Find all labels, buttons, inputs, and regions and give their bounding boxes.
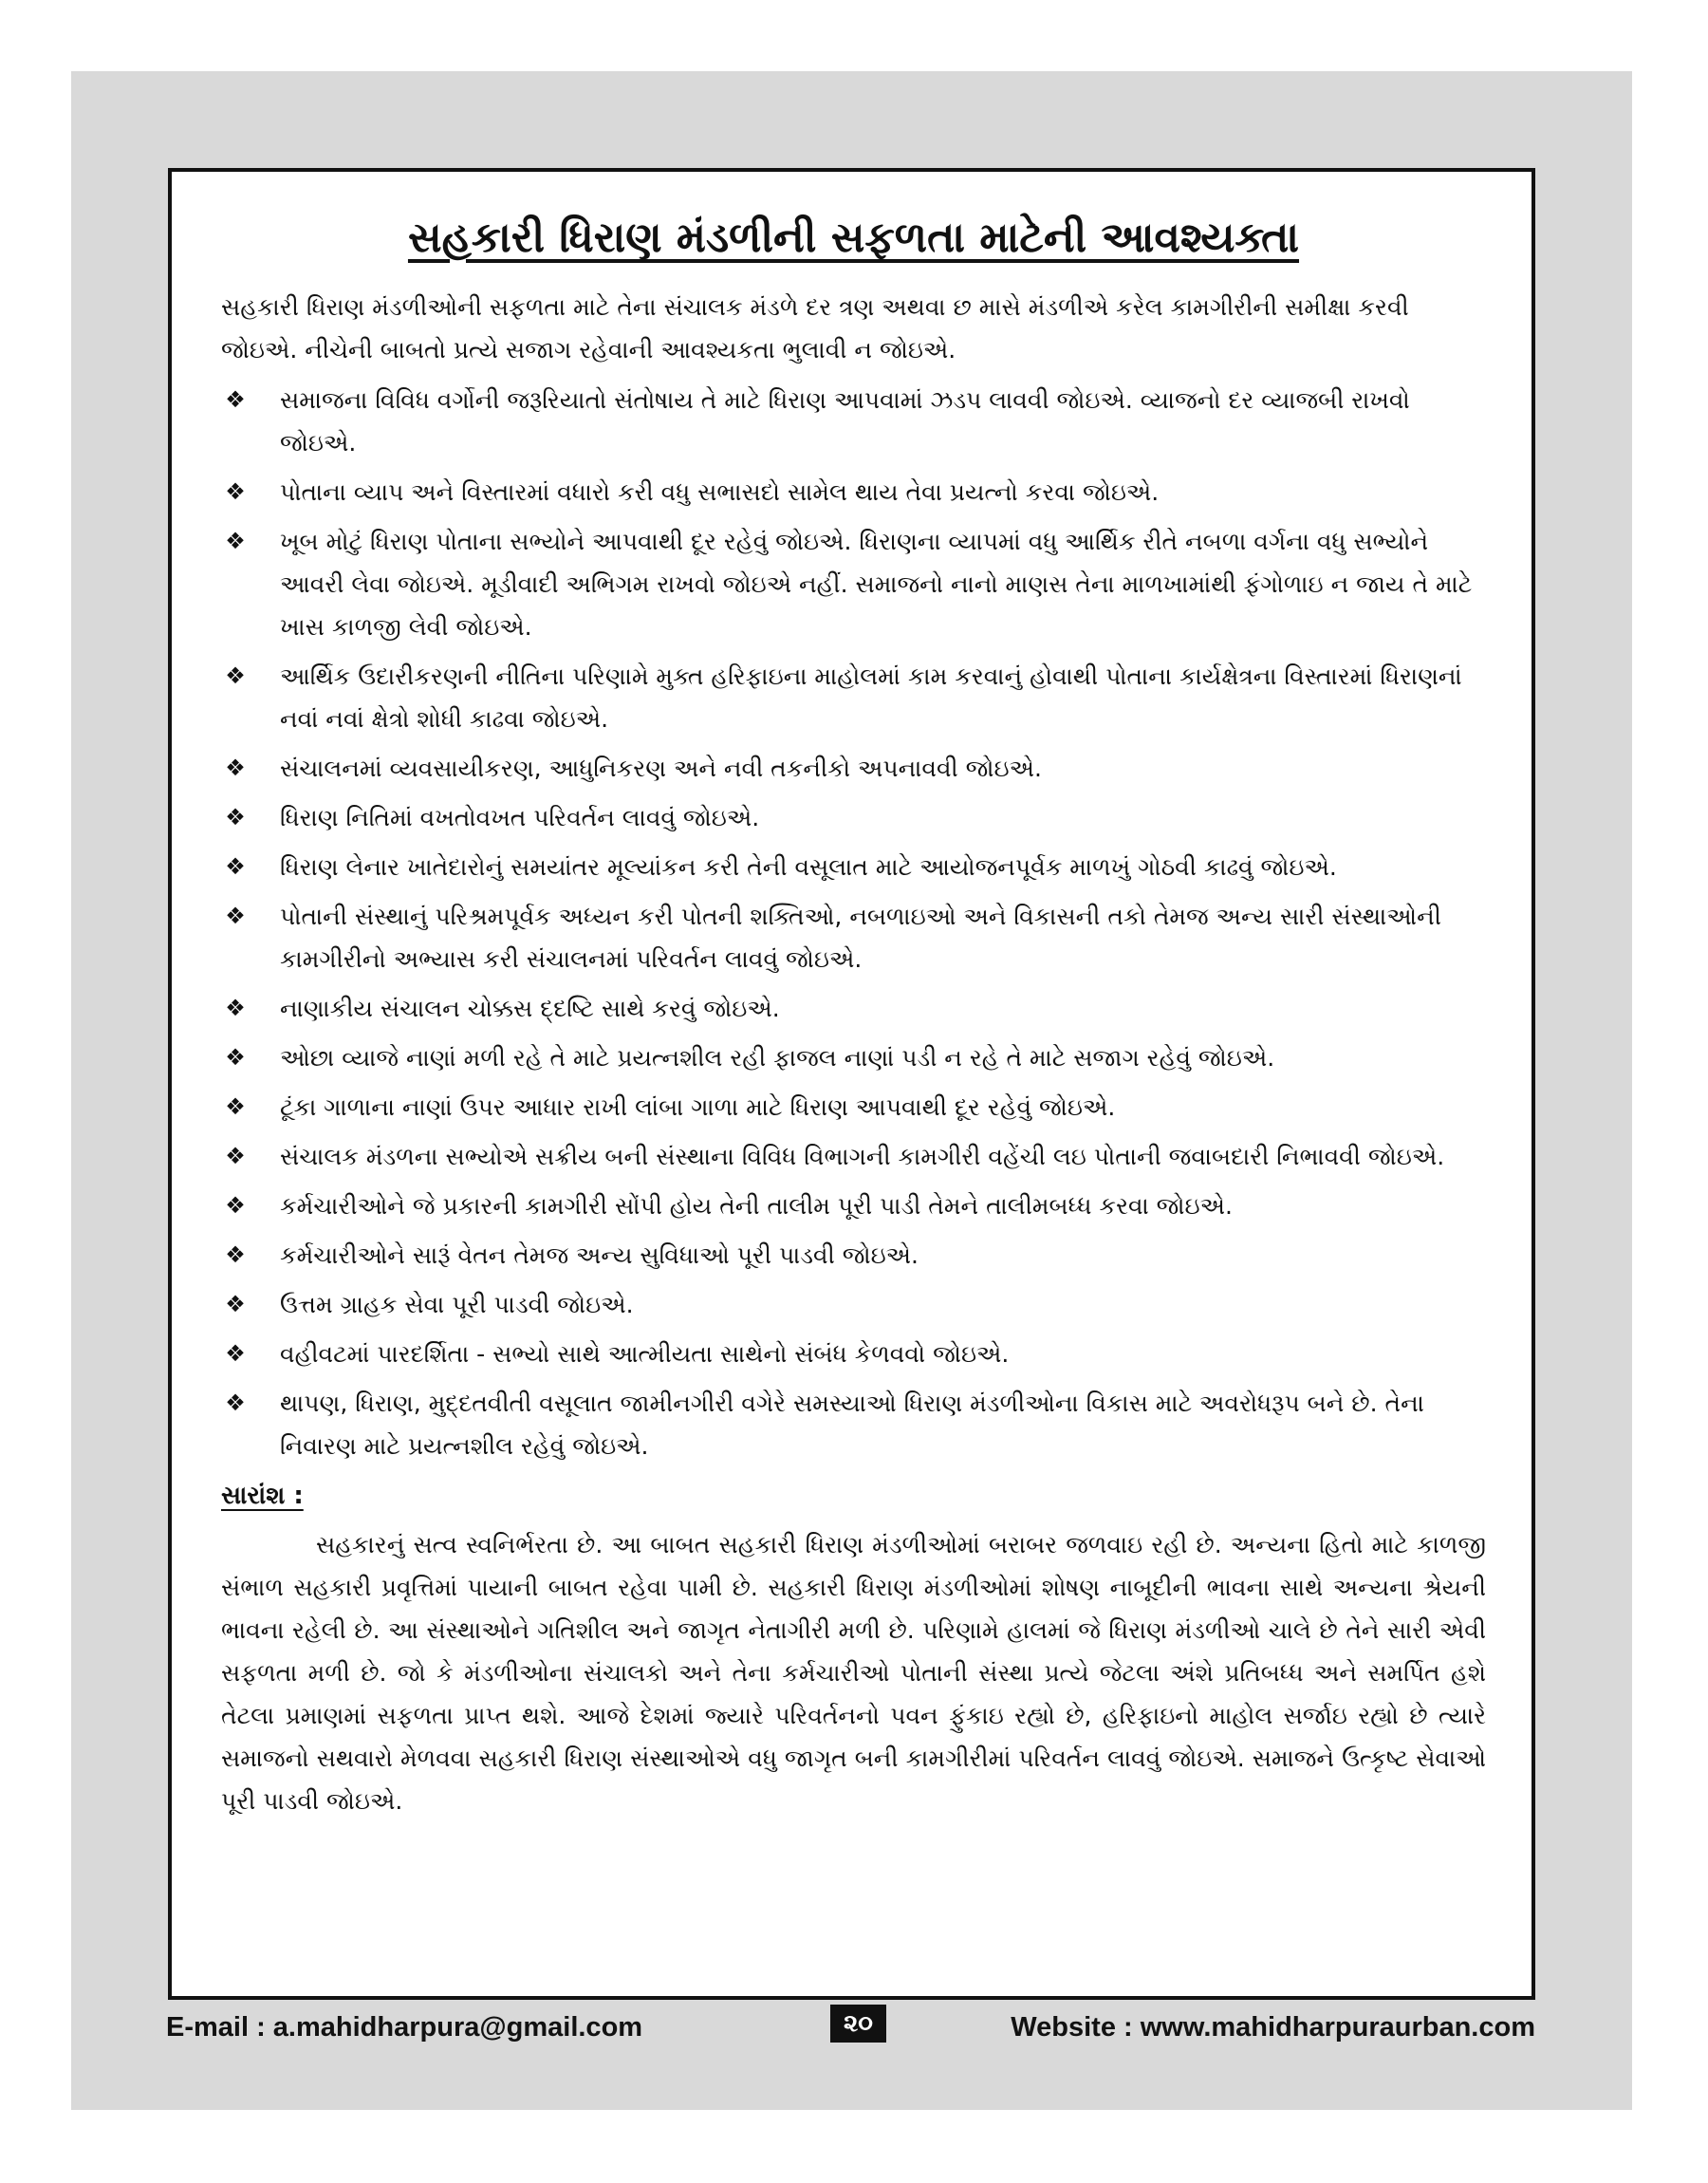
list-item-text: વહીવટમાં પારદર્શિતા - સભ્યો સાથે આત્મીયતા સાથેનો સંબંધ કેળવવો જોઇએ. [280, 1340, 1010, 1368]
bullet-icon: ❖ [225, 478, 246, 505]
list-item-text: કર્મચારીઓને સારૂં વેતન તેમજ અન્ય સુવિધાઓ પૂરી પાડવી જોઇએ. [280, 1241, 919, 1269]
content-frame [168, 168, 1535, 2000]
bullet-icon: ❖ [225, 1291, 246, 1317]
intro-paragraph: સહકારી ધિરાણ મંડળીઓની સફળતા માટે તેના સંચાલક મંડળે દર ત્રણ અથવા છ માસે મંડળીએ કરેલ કામગીરીની સમીક્ષા કરવી જોઇએ. નીચેની બાબતો પ્રત્યે સજાગ રહેવાની આવશ્યકતા ભુલાવી ન જોઇએ. [221, 293, 1409, 364]
list-item [221, 1333, 1486, 1375]
bullet-icon: ❖ [225, 1044, 246, 1071]
bullet-icon: ❖ [225, 1093, 246, 1120]
list-item [221, 895, 1486, 980]
list-item-text: પોતાના વ્યાપ અને વિસ્તારમાં વધારો કરી વધુ સભાસદો સામેલ થાય તેવા પ્રયત્નો કરવા જોઇએ. [280, 478, 1160, 506]
list-item-text: આર્થિક ઉદારીકરણની નીતિના પરિણામે મુક્ત હરિફાઇના માહોલમાં કામ કરવાનું હોવાથી પોતાના કાર્યક્ષેત્રના વિસ્તારમાં ધિરાણનાં નવાં નવાં ક્ષેત્રો શોધી કાઢવા જોઇએ. [280, 662, 1462, 733]
list-item [221, 846, 1486, 888]
list-item-text: કર્મચારીઓને જે પ્રકારની કામગીરી સોંપી હોય તેની તાલીમ પૂરી પાડી તેમને તાલીમબધ્ધ કરવા જોઇએ. [280, 1192, 1233, 1220]
bullet-icon: ❖ [225, 1192, 246, 1219]
list-item-text: સમાજના વિવિધ વર્ગોની જરૂરિયાતો સંતોષાય તે માટે ધિરાણ આપવામાં ઝડપ લાવવી જોઇએ. વ્યાજનો દર વ્યાજબી રાખવો જોઇએ. [280, 386, 1410, 457]
bullet-icon: ❖ [225, 804, 246, 830]
list-item [221, 987, 1486, 1030]
list-item-text: સંચાલક મંડળના સભ્યોએ સક્રીય બની સંસ્થાના વિવિધ વિભાગની કામગીરી વહેંચી લઇ પોતાની જવાબદારી નિભાવવી જોઇએ. [280, 1143, 1445, 1170]
bullet-icon: ❖ [225, 1340, 246, 1367]
bullet-icon: ❖ [225, 386, 246, 413]
bullet-icon: ❖ [225, 1143, 246, 1169]
list-item-text: પોતાની સંસ્થાનું પરિશ્રમપૂર્વક અધ્યન કરી પોતની શક્તિઓ, નબળાઇઓ અને વિકાસની તકો તેમજ અન્ય સારી સંસ્થાઓની કામગીરીનો અભ્યાસ કરી સંચાલનમાં પરિવર્તન લાવવું જોઇએ. [280, 903, 1441, 973]
list-item-text: ખૂબ મોટું ધિરાણ પોતાના સભ્યોને આપવાથી દૂર રહેવું જોઇએ. ધિરાણના વ્યાપમાં વધુ આર્થિક રીતે નબળા વર્ગના વધુ સભ્યોને આવરી લેવા જોઇએ. મૂડીવાદી અભિગમ રાખવો જોઇએ નહીં. સમાજનો નાનો માણસ તેના માળખામાંથી ફંગોળાઇ ન જાય તે માટે ખાસ કાળજી લેવી જોઇએ. [280, 528, 1473, 641]
page-title: સહકારી ધિરાણ મંડળીની સફળતા માટેની આવશ્યક્તા [407, 214, 1300, 262]
list-item-text: થાપણ, ધિરાણ, મુદ્દતવીતી વસૂલાત જામીનગીરી વગેરે સમસ્યાઓ ધિરાણ મંડળીઓના વિકાસ માટે અવરોધરૂપ બને છે. તેના નિવારણ માટે પ્રયત્નશીલ રહેવું જોઇએ. [280, 1390, 1424, 1460]
bullet-icon: ❖ [225, 755, 246, 781]
list-item [221, 471, 1486, 513]
list-item [221, 1283, 1486, 1326]
page-number: ૨૦ [830, 2005, 886, 2043]
list-item [221, 1382, 1486, 1467]
page-footer [168, 2010, 1535, 2054]
list-item-text: ધિરાણ લેનાર ખાતેદારોનું સમયાંતર મૂલ્યાંકન કરી તેની વસૂલાત માટે આયોજનપૂર્વક માળખું ગોઠવી કાઢવું જોઇએ. [280, 853, 1337, 881]
summary-heading: સારાંશ : [221, 1482, 304, 1510]
list-item-text: ઓછા વ્યાજે નાણાં મળી રહે તે માટે પ્રયત્નશીલ રહી ફાજલ નાણાં પડી ન રહે તે માટે સજાગ રહેવું જોઇએ. [280, 1044, 1275, 1072]
list-item [221, 1185, 1486, 1227]
list-item-text: ધિરાણ નિતિમાં વખતોવખત પરિવર્તન લાવવું જોઇએ. [280, 804, 760, 831]
bullet-icon: ❖ [225, 903, 246, 929]
list-item-text: નાણાકીય સંચાલન ચોક્કસ દ્દષ્ટિ સાથે કરવું જોઇએ. [280, 995, 780, 1022]
list-item [221, 379, 1486, 464]
bullet-icon: ❖ [225, 995, 246, 1021]
list-item [221, 747, 1486, 790]
list-item [221, 655, 1486, 740]
requirements-list [221, 379, 1486, 1467]
list-item-text: સંચાલનમાં વ્યવસાયીકરણ, આધુનિકરણ અને નવી તકનીકો અપનાવવી જોઇએ. [280, 755, 1042, 782]
list-item [221, 1234, 1486, 1277]
bullet-icon: ❖ [225, 662, 246, 689]
list-item [221, 796, 1486, 839]
list-item [221, 1036, 1486, 1079]
bullet-icon: ❖ [225, 528, 246, 554]
list-item [221, 1086, 1486, 1129]
bullet-icon: ❖ [225, 853, 246, 880]
footer-email: E-mail : a.mahidharpura@gmail.com [166, 2012, 643, 2043]
bullet-icon: ❖ [225, 1390, 246, 1416]
list-item [221, 520, 1486, 648]
list-item [221, 1135, 1486, 1178]
summary-paragraph: સહકારનું સત્વ સ્વનિર્ભરતા છે. આ બાબત સહકારી ધિરાણ મંડળીઓમાં બરાબર જળવાઇ રહી છે. અન્યના હિતો માટે કાળજી સંભાળ સહકારી પ્રવૃત્તિમાં પાયાની બાબત રહેવા પામી છે. સહકારી ધિરાણ મંડળીઓમાં શોષણ નાબૂદીની ભાવના સાથે અન્યના શ્રેયની ભાવના રહેલી છે. આ સંસ્થાઓને ગતિશીલ અને જાગૃત નેતાગીરી મળી છે. પરિણામે હાલમાં જે ધિરાણ મંડળીઓ ચાલે છે તેને સારી એવી સફળતા મળી છે. જો કે મંડળીઓના સંચાલકો અને તેના કર્મચારીઓ પોતાની સંસ્થા પ્રત્યે જેટલા અંશે પ્રતિબધ્ધ અને સમર્પિત હશે તેટલા પ્રમાણમાં સફળતા પ્રાપ્ત થશે. આજે દેશમાં જ્યારે પરિવર્તનનો પવન ફુંકાઇ રહ્યો છે, હરિફાઇનો માહોલ સર્જાઇ રહ્યો છે ત્યારે સમાજનો સથવારો મેળવવા સહકારી ધિરાણ સંસ્થાઓએ વધુ જાગૃત બની કામગીરીમાં પરિવર્તન લાવવું જોઇએ. સમાજને ઉત્કૃષ્ટ સેવાઓ પૂરી પાડવી જોઇએ. [221, 1531, 1486, 1815]
bullet-icon: ❖ [225, 1241, 246, 1268]
footer-website: Website : www.mahidharpuraurban.com [1011, 2012, 1535, 2043]
list-item-text: ટૂંકા ગાળાના નાણાં ઉપર આધાર રાખી લાંબા ગાળા માટે ધિરાણ આપવાથી દૂર રહેવું જોઇએ. [280, 1093, 1116, 1121]
list-item-text: ઉત્તમ ગ્રાહક સેવા પૂરી પાડવી જોઇએ. [280, 1291, 634, 1318]
